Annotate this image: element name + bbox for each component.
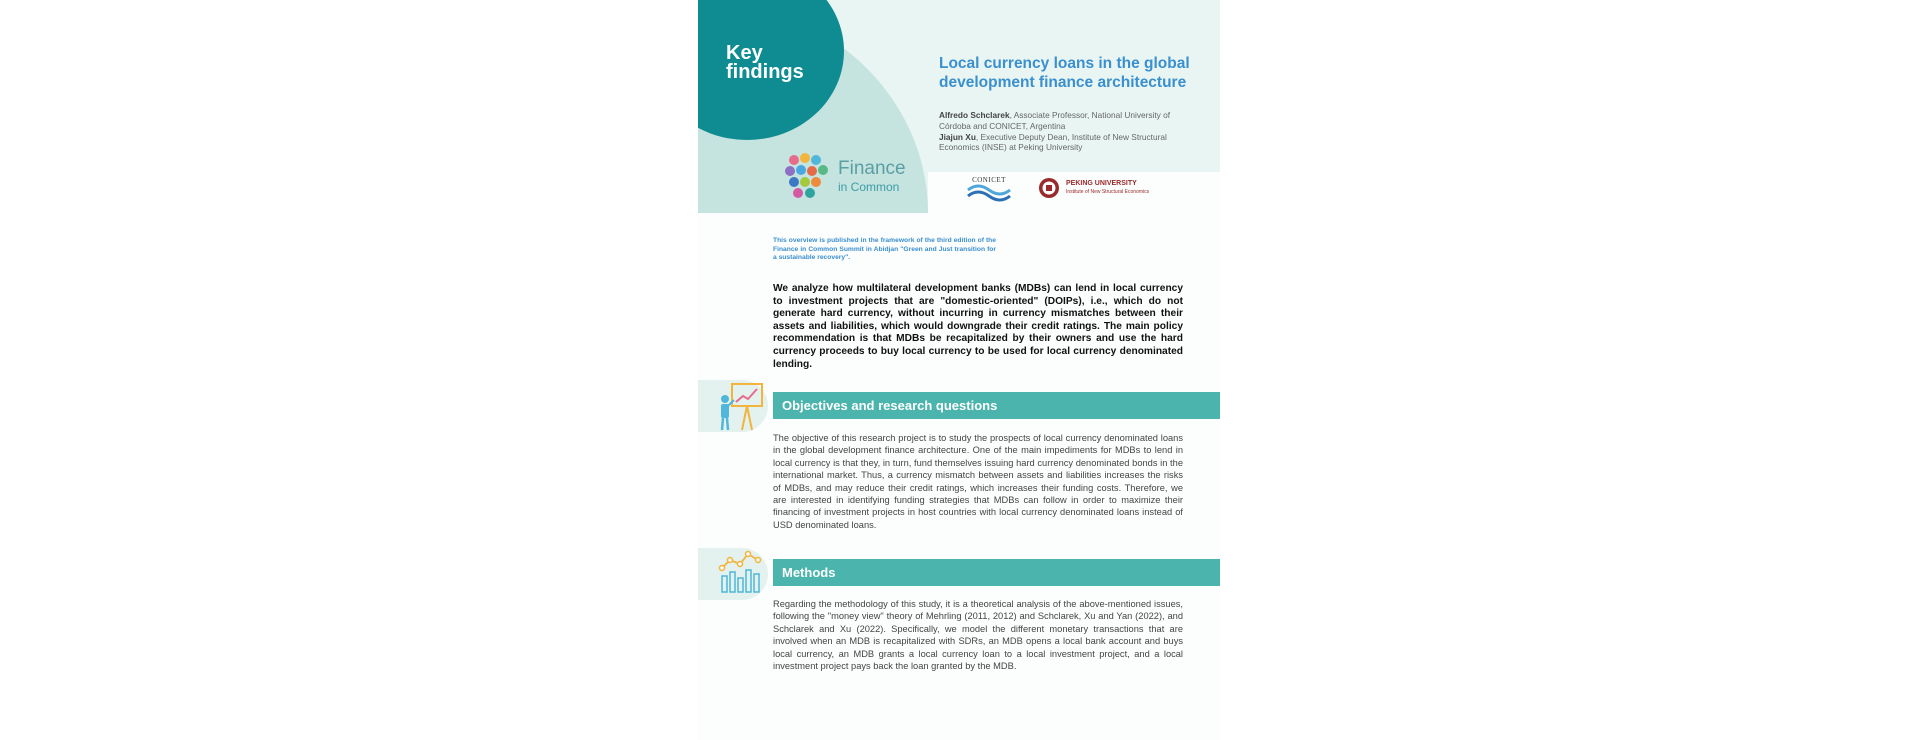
conicet-wordmark: CONICET — [972, 176, 1006, 184]
intro-note: This overview is published in the framework of the third edition of the Finance in Common Summit in Abidjan "Green and Just transition for a sustainable recovery". — [773, 237, 996, 262]
pku-seal-icon — [1038, 177, 1060, 199]
document-page — [698, 0, 1220, 740]
section-body-objectives: The objective of this research project is to study the prospects of local currency denominated loans in the global development finance architecture. One of the main impediments for MDBs to lend in local currency is that they, in turn, fund themselves issuing hard currency denominated bonds in the international market. Thus, a currency mismatch between assets and liabilities increases the risks of MDBs, and may reduce their credit ratings, which increases their funding costs. Therefore, we are interested in identifying funding strategies that MDBs can follow in order to maximize their financing of investment projects in host countries with local currency denominated loans instead of USD denominated loans. — [773, 433, 1183, 530]
finance-in-common-logo-icon — [784, 152, 830, 202]
key-findings-label — [726, 44, 836, 82]
author-1-role: , Associate Professor, National University of Córdoba and CONICET, Argentina — [939, 110, 1171, 131]
section-header-bar — [773, 559, 1220, 586]
peking-university-logo — [1038, 177, 1168, 199]
key-findings-line2: findings — [726, 61, 804, 83]
section-title-objectives: Objectives and research questions — [782, 398, 998, 413]
author-1-name: Alfredo Schclarek — [939, 110, 1010, 120]
author-1 — [939, 110, 1201, 132]
title-line2: development finance architecture — [939, 74, 1187, 91]
key-findings-line1: Key — [726, 42, 763, 64]
pku-subtitle: Institute of New Structural Economics — [1066, 189, 1150, 195]
author-2 — [939, 132, 1201, 154]
presentation-icon — [716, 382, 764, 432]
section-title-methods: Methods — [782, 565, 836, 580]
author-2-name: Jiajun Xu — [939, 131, 976, 142]
finance-in-common-word: Finance — [838, 158, 906, 179]
conicet-logo — [964, 176, 1014, 207]
bar-chart-icon — [718, 550, 764, 594]
document-title — [939, 54, 1209, 92]
title-line1: Local currency loans in the global — [939, 55, 1190, 72]
pku-name: PEKING UNIVERSITY — [1066, 180, 1137, 187]
abstract-paragraph: We analyze how multilateral development banks (MDBs) can lend in local currency to investment projects that are "domestic-oriented" (DOIPs), i.e., which do not generate hard currency, without incurring in currency mismatches between their assets and liabilities, which would downgrade their credit ratings. The main policy recommendation is that MDBs be recapitalized by their owners and use the hard currency proceeds to buy local currency to be used for local currency denominated lending. — [773, 283, 1183, 370]
conicet-wave-icon — [966, 184, 1012, 202]
authors-block — [939, 110, 1201, 153]
section-body-methods: Regarding the methodology of this study, it is a theoretical analysis of the above-mentioned issues, following the "money view" theory of Mehrling (2011, 2012) and Schclarek, Xu and Yan (2022), and Schclarek and Xu (2022). Specifically, we model the different monetary transactions that are involved when an MDB is recapitalized with SDRs, an MDB opens a local bank account and buys local currency, an MDB grants a local currency loan to a local investment project, and a local investment project pays back the loan granted by the MDB. — [773, 599, 1183, 672]
finance-in-common-sub: in Common — [838, 180, 900, 194]
author-2-role: , Executive Deputy Dean, Institute of New Structural Economics (INSE) at Peking University — [939, 131, 1167, 153]
